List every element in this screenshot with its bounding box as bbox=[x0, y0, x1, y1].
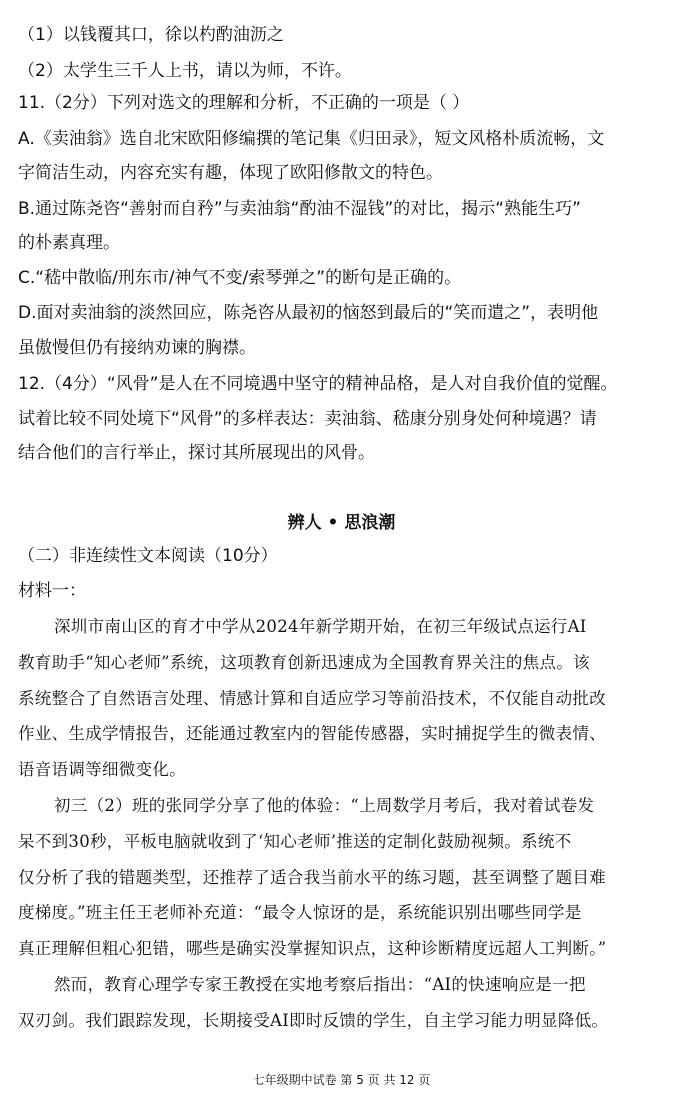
material-1-p2-line-5: 真正理解但粗心犯错，哪些是确实没掌握知识点，这种诊断精度远超人工判断。” bbox=[18, 939, 607, 958]
q11-option-c: C.“嵇中散临/刑东市/神气不变/索琴弹之”的断句是正确的。 bbox=[18, 268, 462, 288]
material-1-p2-line-2: 呆不到30秒，平板电脑就收到了‘知心老师’推送的定制化鼓励视频。系统不 bbox=[18, 832, 572, 851]
q12-line-1: 12.（4分）“风骨”是人在不同境遇中坚守的精神品格，是人对自我价值的觉醒。 bbox=[18, 374, 618, 394]
q11-option-b-line-2: 的朴素真理。 bbox=[18, 233, 120, 253]
q11-option-b-line-1: B.通过陈尧咨“善射而自矜”与卖油翁“酌油不湿钱”的对比，揭示“熟能生巧” bbox=[18, 199, 581, 219]
material-1-p1-line-2: 教育助手“知心老师”系统，这项教育创新迅速成为全国教育界关注的焦点。该 bbox=[18, 653, 590, 672]
q10-item-1: （1）以钱覆其口，徐以杓酌油沥之 bbox=[18, 25, 284, 45]
material-1-p1-line-1: 深圳市南山区的育才中学从2024年新学期开始，在初三年级试点运行AI bbox=[54, 617, 587, 636]
q11-option-d-line-2: 虽傲慢但仍有接纳劝谏的胸襟。 bbox=[18, 338, 256, 358]
material-1-p3-line-2: 双刃剑。我们跟踪发现，长期接受AI即时反馈的学生，自主学习能力明显降低。 bbox=[18, 1011, 609, 1030]
q10-item-2: （2）太学生三千人上书，请以为师，不许。 bbox=[18, 61, 352, 81]
q11-option-a-line-2: 字简洁生动，内容充实有趣，体现了欧阳修散文的特色。 bbox=[18, 163, 443, 183]
material-1-p1-line-4: 作业、生成学情报告，还能通过教室内的智能传感器，实时捕捉学生的微表情、 bbox=[18, 724, 606, 743]
q12-line-2: 试着比较不同处境下“风骨”的多样表达：卖油翁、嵇康分别身处何种境遇？请 bbox=[18, 409, 597, 429]
section-subtitle: （二）非连续性文本阅读（10分） bbox=[18, 546, 278, 566]
material-1-p2-line-4: 度梯度。”班主任王老师补充道：“最令人惊讶的是，系统能识别出哪些同学是 bbox=[18, 903, 582, 922]
q12-line-3: 结合他们的言行举止，探讨其所展现出的风骨。 bbox=[18, 443, 375, 463]
material-1-p3-line-1: 然而，教育心理学专家王教授在实地考察后指出：“AI的快速响应是一把 bbox=[54, 975, 586, 994]
page-footer: 七年级期中试卷 第 5 页 共 12 页 bbox=[252, 1073, 431, 1087]
material-label: 材料一： bbox=[18, 581, 86, 601]
section-title: 辨人 • 思浪潮 bbox=[287, 513, 396, 533]
q11-option-a-line-1: A.《卖油翁》选自北宋欧阳修编撰的笔记集《归田录》，短文风格朴质流畅，文 bbox=[18, 129, 605, 149]
q11-stem: 11.（2分）下列对选文的理解和分析，不正确的一项是（ ） bbox=[18, 93, 470, 113]
material-1-p2-line-1: 初三（2）班的张同学分享了他的体验：“上周数学月考后，我对着试卷发 bbox=[54, 796, 595, 815]
material-1-p2-line-3: 仅分析了我的错题类型，还推荐了适合我当前水平的练习题，甚至调整了题目难 bbox=[18, 868, 606, 887]
material-1-p1-line-5: 语音语调等细微变化。 bbox=[18, 760, 186, 779]
q11-option-d-line-1: D.面对卖油翁的淡然回应，陈尧咨从最初的恼怒到最后的“笑而遣之”，表明他 bbox=[18, 303, 599, 323]
material-1-p1-line-3: 系统整合了自然语言处理、情感计算和自适应学习等前沿技术，不仅能自动批改 bbox=[18, 689, 606, 708]
